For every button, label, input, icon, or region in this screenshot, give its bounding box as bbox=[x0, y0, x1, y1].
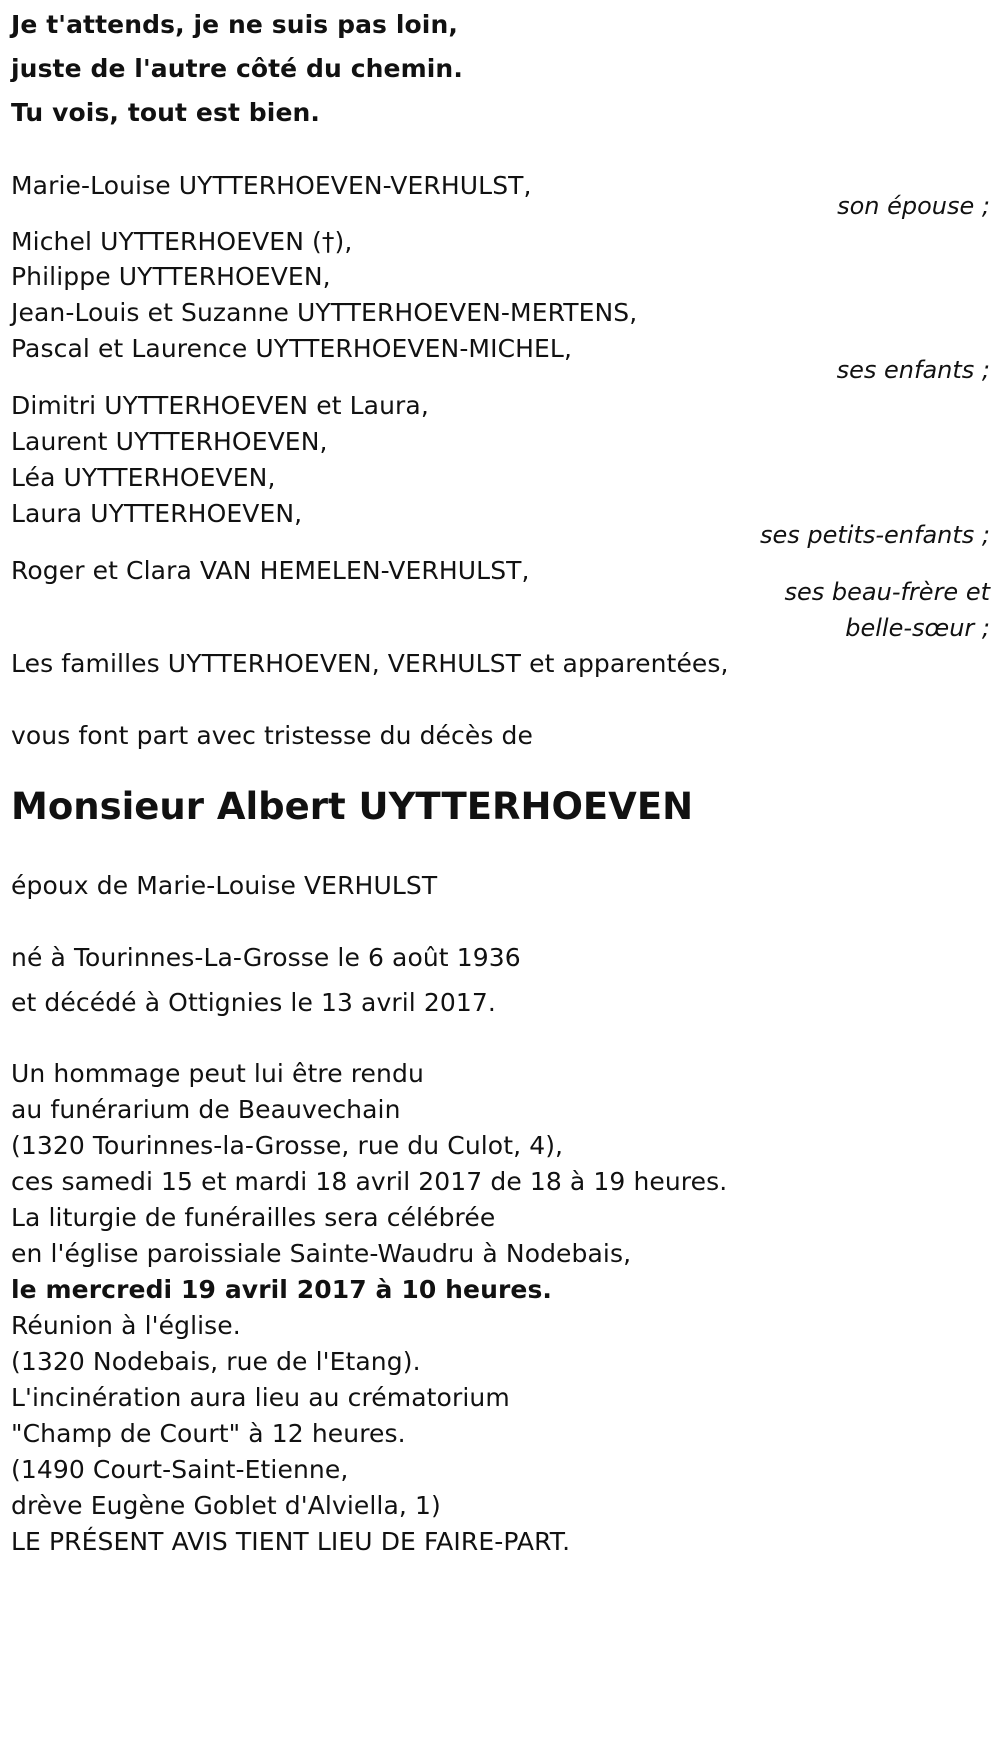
detail-line: Réunion à l'église. bbox=[11, 1311, 241, 1340]
child-2: Philippe UYTTERHOEVEN, bbox=[11, 262, 331, 291]
spouse-name: Marie-Louise UYTTERHOEVEN-VERHULST, bbox=[11, 171, 532, 200]
families-line: Les familles UYTTERHOEVEN, VERHULST et apparentées, bbox=[11, 649, 729, 678]
grandchild-2: Laurent UYTTERHOEVEN, bbox=[11, 427, 328, 456]
children-role: ses enfants ; bbox=[836, 356, 990, 384]
verse-line-1: Je t'attends, je ne suis pas loin, bbox=[11, 10, 458, 39]
deceased-name: Monsieur Albert UYTTERHOEVEN bbox=[11, 785, 694, 828]
child-4: Pascal et Laurence UYTTERHOEVEN-MICHEL, bbox=[11, 334, 573, 363]
grandchild-1: Dimitri UYTTERHOEVEN et Laura, bbox=[11, 391, 429, 420]
announcement: vous font part avec tristesse du décès de bbox=[11, 721, 533, 750]
death-info: et décédé à Ottignies le 13 avril 2017. bbox=[11, 988, 496, 1017]
detail-line: (1490 Court-Saint-Etienne, bbox=[11, 1455, 349, 1484]
birth-info: né à Tourinnes-La-Grosse le 6 août 1936 bbox=[11, 943, 521, 972]
verse-line-2: juste de l'autre côté du chemin. bbox=[11, 54, 463, 83]
detail-line: ces samedi 15 et mardi 18 avril 2017 de 18 à 19 heures. bbox=[11, 1167, 728, 1196]
grandchild-4: Laura UYTTERHOEVEN, bbox=[11, 499, 303, 528]
detail-line: La liturgie de funérailles sera célébrée bbox=[11, 1203, 496, 1232]
detail-line: Un hommage peut lui être rendu bbox=[11, 1059, 424, 1088]
detail-line: au funérarium de Beauvechain bbox=[11, 1095, 401, 1124]
detail-line: (1320 Nodebais, rue de l'Etang). bbox=[11, 1347, 421, 1376]
detail-line: "Champ de Court" à 12 heures. bbox=[11, 1419, 406, 1448]
grandchild-3: Léa UYTTERHOEVEN, bbox=[11, 463, 276, 492]
spouse-of: époux de Marie-Louise VERHULST bbox=[11, 871, 438, 900]
child-3: Jean-Louis et Suzanne UYTTERHOEVEN-MERTENS, bbox=[11, 298, 638, 327]
in-laws-role-line-1: ses beau-frère et bbox=[784, 578, 990, 606]
ceremony-date: le mercredi 19 avril 2017 à 10 heures. bbox=[11, 1275, 553, 1304]
spouse-role: son épouse ; bbox=[837, 192, 990, 220]
detail-line: (1320 Tourinnes-la-Grosse, rue du Culot, 4), bbox=[11, 1131, 564, 1160]
in-laws-role-line-2: belle-sœur ; bbox=[845, 614, 990, 642]
notice-statement: LE PRÉSENT AVIS TIENT LIEU DE FAIRE-PART. bbox=[11, 1527, 571, 1556]
grandchildren-role: ses petits-enfants ; bbox=[759, 521, 990, 549]
detail-line: en l'église paroissiale Sainte-Waudru à Nodebais, bbox=[11, 1239, 632, 1268]
in-laws-name: Roger et Clara VAN HEMELEN-VERHULST, bbox=[11, 556, 530, 585]
detail-line: drève Eugène Goblet d'Alviella, 1) bbox=[11, 1491, 441, 1520]
child-1: Michel UYTTERHOEVEN (†), bbox=[11, 227, 353, 256]
detail-line: L'incinération aura lieu au crématorium bbox=[11, 1383, 510, 1412]
verse-line-3: Tu vois, tout est bien. bbox=[11, 98, 321, 127]
